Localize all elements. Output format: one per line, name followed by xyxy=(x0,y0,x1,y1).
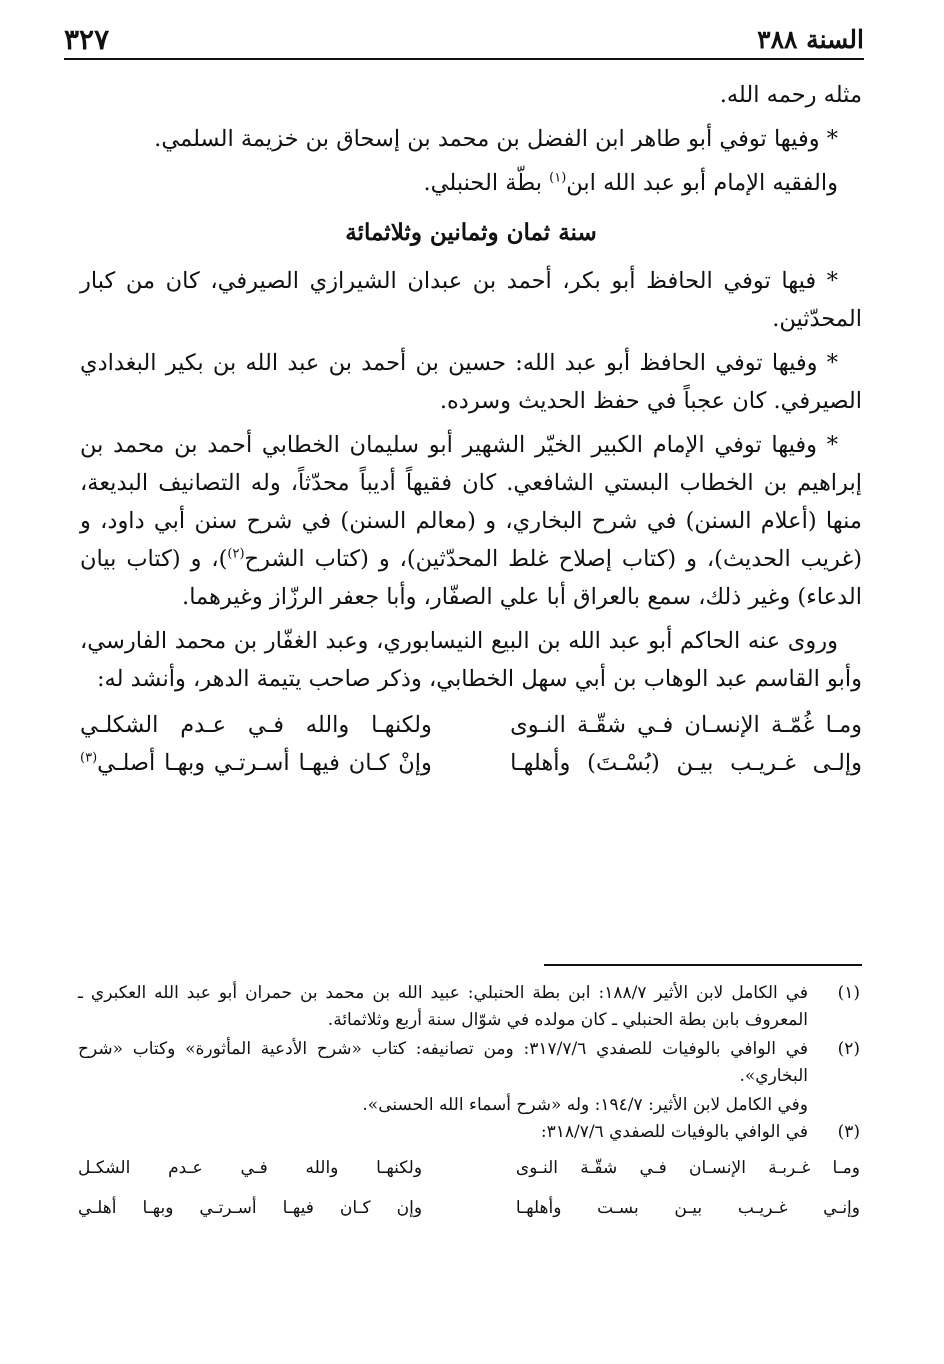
footnote-text: في الوافي بالوفيات للصفدي ٣١٨/٧/٦: xyxy=(540,1122,808,1142)
footnote-ref-3[interactable]: (٣) xyxy=(80,750,98,766)
footnote-2-continuation: وفي الكامل لابن الأثير: ١٩٤/٧: وله «شرح أسماء الله الحسنى». xyxy=(362,1095,808,1115)
poem xyxy=(80,706,862,782)
paragraph-6-text-a: * وفيها توفي الإمام الكبير الخيّر الشهير أبو سليمان الخطابي أحمد بن محمد بن إبراهيم بن الخطاب البستي الشافعي. كان فقيهاً أديباً محدّثاً، وله التصانيف البديعة، منها (أعلام السنن) في شرح البخاري، و (معالم السنن) في شرح سنن أبي داود، و (غريب الحديث)، و (كتاب إصلاح غلط المحدّثين)، و (كتاب الشرح xyxy=(80,432,862,572)
footnotes xyxy=(78,980,860,1228)
paragraph-3 xyxy=(80,164,862,202)
footnote-text: في الكامل لابن الأثير ١٨٨/٧: ابن بطة الحنبلي: عبيد الله بن محمد بن حمران أبو عبد الله العكبري ـ المعروف بابن بطة الحنبلي ـ كان مولده في شوّال سنة أربع وثلاثمائة. xyxy=(78,983,809,1030)
paragraph-2: * وفيها توفي أبو طاهر ابن الفضل بن محمد بن إسحاق بن خزيمة السلمي. xyxy=(154,126,838,152)
paragraph-5: * وفيها توفي الحافظ أبو عبد الله: حسين بن أحمد بن عبد الله بن بكير البغدادي الصيرفي. كان عجباً في حفظ الحديث وسرده. xyxy=(80,350,862,414)
poem-hemistich-right: ومـا غـربـة الإنسـان فـي شقّـة النـوى xyxy=(515,1157,860,1178)
poem-hemistich-left: ولكنهـا والله فـي عـدم الشكـل xyxy=(78,1157,423,1178)
footnote-1 xyxy=(78,980,860,1034)
poem-hemistich-left-text: وإنْ كـان فيهـا أسـرتـي وبهـا أصلـي xyxy=(97,750,432,776)
poem-line xyxy=(78,1188,860,1228)
footnote-3 xyxy=(78,1119,860,1146)
paragraph-6-text-b: )، و (كتاب بيان الدعاء) وغير ذلك، سمع بالعراق أبا علي الصفّار، وأبا جعفر الرزّاز وغيرهما. xyxy=(80,546,862,610)
footnote-text: في الوافي بالوفيات للصفدي ٣١٧/٧/٦: ومن تصانيفه: كتاب «شرح الأدعية المأثورة» وكتاب «شرح البخاري». xyxy=(78,1039,808,1086)
footnote-separator xyxy=(544,964,862,966)
footnote-number: (٢) xyxy=(837,1039,860,1059)
header-page-number: ٣٢٧ xyxy=(64,23,110,56)
paragraph-3-text-b: بطّة الحنبلي. xyxy=(423,170,550,196)
footnote-number: (٣) xyxy=(837,1122,860,1142)
section-title: سنة ثمان وثمانين وثلاثمائة xyxy=(345,219,597,246)
running-header xyxy=(64,22,864,60)
footnote-ref-1[interactable]: (١) xyxy=(549,170,567,186)
poem-line xyxy=(80,706,862,744)
poem-hemistich-left xyxy=(80,744,432,782)
paragraph-1: مثله رحمه الله. xyxy=(719,82,862,108)
footnote-number: (١) xyxy=(837,983,860,1003)
poem-line xyxy=(80,744,862,782)
poem-hemistich-right: وإلـى غـريـب بيـن (بُسْـتَ) وأهلهـا xyxy=(510,750,862,776)
paragraph-6 xyxy=(80,426,862,616)
poem-hemistich-right: وإنـي غـريـب بيـن بسـت وأهلهـا xyxy=(515,1197,860,1218)
poem-hemistich-left: ولكنهـا والله فـي عـدم الشكلـي xyxy=(80,712,432,738)
poem-hemistich-right: ومـا غُمّـة الإنسـان فـي شقّـة النـوى xyxy=(510,712,862,738)
paragraph-3-text-a: والفقيه الإمام أبو عبد الله ابن xyxy=(566,170,838,196)
paragraph-7: وروى عنه الحاكم أبو عبد الله بن البيع النيسابوري، وعبد الغفّار بن محمد الفارسي، وأبو القاسم عبد الوهاب بن أبي سهل الخطابي، وذكر صاحب يتيمة الدهر، وأنشد له: xyxy=(80,628,862,692)
poem-line xyxy=(78,1148,860,1188)
main-text xyxy=(80,76,862,782)
paragraph-4: * فيها توفي الحافظ أبو بكر، أحمد بن عبدان الشيرازي الصيرفي، كان من كبار المحدّثين. xyxy=(80,268,862,332)
poem-hemistich-left: وإن كـان فيهـا أسـرتـي وبهـا أهلـي xyxy=(78,1197,423,1218)
footnote-2 xyxy=(78,1036,860,1090)
header-year-label: السنة ٣٨٨ xyxy=(757,25,864,54)
footnote-ref-2[interactable]: (٢) xyxy=(227,546,245,562)
footnote-poem xyxy=(78,1148,860,1228)
